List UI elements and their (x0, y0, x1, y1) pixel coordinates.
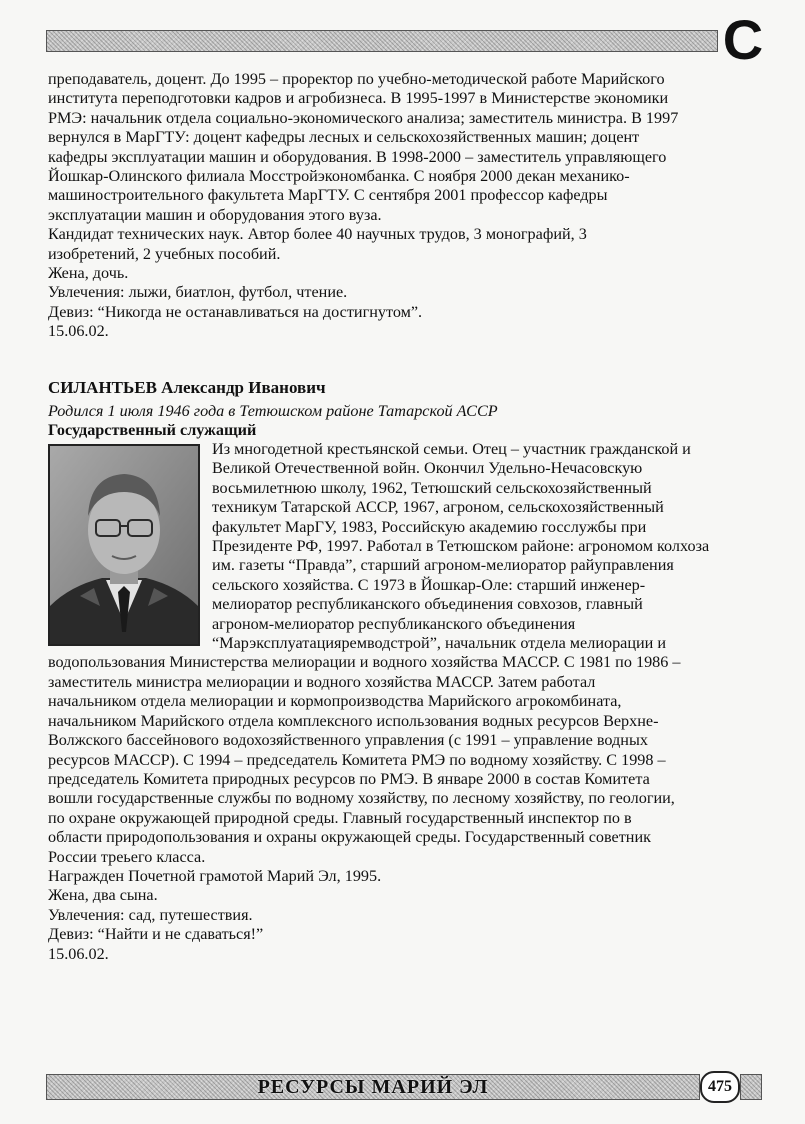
text-line: Жена, два сына. (48, 886, 158, 905)
text-line: техникум Татарской АССР, 1967, агроном, сельскохозяйственный (212, 498, 664, 517)
text-line: заместитель министра мелиорации и водного хозяйства МАССР. Затем работал (48, 672, 596, 691)
text-line: восьмилетнюю школу, 1962, Тетюшский сельскохозяйственный (212, 478, 652, 497)
biography-text (48, 440, 768, 964)
section-letter: С (722, 8, 764, 71)
text-line: вошли государственные службы по водному хозяйству, по лесному хозяйству, по геологии, (48, 789, 675, 808)
text-line: области природопользования и охраны окружающей среды. Государственный советник (48, 828, 651, 847)
text-line: кафедры эксплуатации машин и оборудования. В 1998-2000 – заместитель управляющего (48, 147, 667, 166)
occupation: Государственный служащий (48, 421, 257, 439)
text-line: Из многодетной крестьянской семьи. Отец – участник гражданской и (212, 440, 691, 458)
text-line: начальником отдела мелиорации и кормопроизводства Марийского агрокомбината, (48, 692, 622, 711)
text-line: Президенте РФ, 1997. Работал в Тетюшском районе: агрономом колхоза (212, 537, 710, 556)
text-line: Великой Отечественной войн. Окончил Удельно-Нечасовскую (212, 459, 643, 478)
text-line: Увлечения: лыжи, биатлон, футбол, чтение. (48, 283, 348, 302)
text-line: Увлечения: сад, путешествия. (48, 905, 253, 924)
text-line: России треьего класса. (48, 847, 206, 866)
text-line: “Марэксплуатацияремводстрой”, начальник отдела мелиорации и (212, 634, 667, 653)
text-line: начальником Марийского отдела комплексного использования водных ресурсов Верхне- (48, 711, 659, 730)
footer-bar (46, 1074, 700, 1100)
page-number: 475 (700, 1071, 740, 1103)
text-line: сельского хозяйства. С 1973 в Йошкар-Оле: старший инженер- (212, 575, 646, 594)
text-line: 15.06.02. (48, 322, 109, 341)
text-line: Жена, дочь. (48, 264, 129, 283)
photo-space (48, 440, 212, 652)
text-line: водопользования Министерства мелиорации и водного хозяйства МАССР. С 1981 по 1986 – (48, 653, 681, 672)
text-line: института переподготовки кадров и агробизнеса. В 1995-1997 в Министерстве экономики (48, 89, 669, 108)
text-line: РМЭ: начальник отдела социально-экономического анализа; заместитель министра. В 1997 (48, 108, 679, 127)
text-line: председатель Комитета природных ресурсов по РМЭ. В январе 2000 в состав Комитета (48, 769, 650, 788)
text-line: мелиоратор республиканского объединения совхозов, главный (212, 595, 643, 614)
text-line: вернулся в МарГТУ: доцент кафедры лесных и сельскохозяйственных машин; доцент (48, 128, 640, 147)
text-line: Девиз: “Никогда не останавливаться на достигнутом”. (48, 302, 423, 321)
text-line: по охране окружающей природной среды. Главный государственный инспектор по в (48, 808, 632, 827)
text-line: Йошкар-Олинского филиала Мосстройэкономбанка. С ноября 2000 декан механико- (48, 167, 630, 186)
text-line: Награжден Почетной грамотой Марий Эл, 1995. (48, 866, 382, 885)
text-line: факультет МарГУ, 1983, Российскую академию госслужбы при (212, 517, 647, 536)
text-line: Девиз: “Найти и не сдаваться!” (48, 925, 264, 944)
text-line: Кандидат технических наук. Автор более 40 научных трудов, 3 монографий, 3 (48, 225, 587, 244)
text-line: Волжского бассейнового водохозяйственного управления (с 1991 – управление водных (48, 731, 648, 750)
text-line: 15.06.02. (48, 944, 109, 963)
text-line: агроном-мелиоратор республиканского объединения (212, 614, 576, 633)
birth-info: Родился 1 июля 1946 года в Тетюшском районе Татарской АССР (48, 402, 498, 420)
footer-bar-end (740, 1074, 762, 1100)
text-line: преподаватель, доцент. До 1995 – проректор по учебно-методической работе Марийского (48, 70, 665, 88)
person-name: СИЛАНТЬЕВ Александр Иванович (48, 378, 326, 397)
text-line: машиностроительного факультета МарГТУ. С сентября 2001 профессор кафедры (48, 186, 608, 205)
header-bar (46, 30, 718, 52)
text-line: эксплуатации машин и оборудования этого вуза. (48, 205, 382, 224)
text-line: ресурсов МАССР). С 1994 – председатель Комитета РМЭ по водному хозяйству. С 1998 – (48, 750, 666, 769)
text-line: им. газеты “Правда”, старший агроном-мелиоратор райуправления (212, 556, 674, 575)
footer-title: РЕСУРСЫ МАРИЙ ЭЛ (257, 1076, 489, 1098)
previous-entry-text (48, 70, 768, 342)
text-line: изобретений, 2 учебных пособий. (48, 244, 281, 263)
